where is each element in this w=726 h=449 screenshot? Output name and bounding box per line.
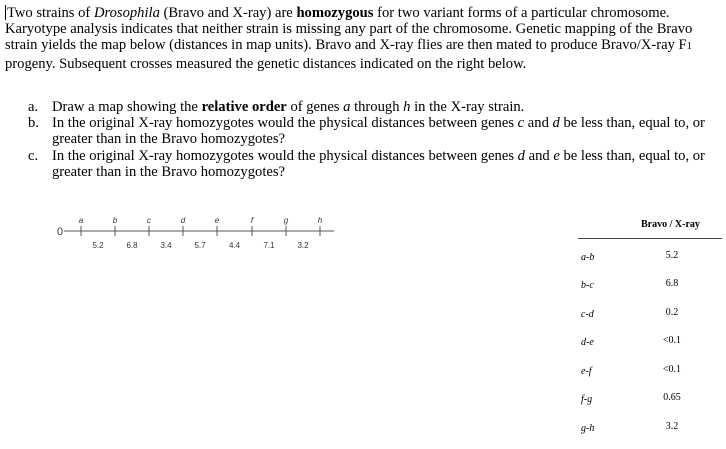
table-row-value: 0.2	[665, 307, 679, 318]
gene-label: b	[112, 216, 118, 225]
table-row-value: <0.1	[662, 335, 682, 346]
table-row-pair: d-e	[581, 337, 594, 348]
map-distance-label: 4.4	[228, 241, 241, 250]
question-c-part-1: In the original X-ray homozygotes would the physical distances between genes	[52, 147, 518, 164]
question-a-part-1: Draw a map showing the	[52, 99, 202, 115]
gene-label: c	[147, 216, 151, 225]
question-a-part-3: through	[350, 99, 404, 115]
species-name: Drosophila	[93, 5, 160, 21]
gene-label: f	[250, 216, 254, 225]
table-header-rule	[578, 238, 722, 239]
question-a-gene-1: a	[343, 99, 351, 115]
table-row-pair: f-g	[581, 394, 593, 405]
table-row-pair: a-b	[581, 252, 595, 263]
question-c-part-3: be less than, equal to, or greater than in the Bravo homozygotes?	[52, 147, 705, 180]
origin-label: 0	[56, 226, 64, 238]
question-label: b.	[28, 115, 39, 132]
table-row-pair: e-f	[581, 366, 592, 377]
intro-subscript: 1	[686, 41, 692, 53]
map-distance-label: 7.1	[263, 241, 275, 250]
question-label: a.	[28, 99, 39, 115]
intro-text-3: for two variant forms of a particular chromosome. Karyotype analysis indicates that neither strain is missing any part of the chromosome. Genetic mapping of the Bravo strain yields the map below (distances in map units). Bravo and X-ray flies are then mated to produce Bravo/X-ray F	[5, 5, 693, 54]
question-a-bold: relative order	[201, 99, 287, 115]
intro-text-4: progeny. Subsequent crosses measured the genetic distances indicated on the right below.	[5, 55, 527, 72]
map-distance-label: 5.2	[92, 241, 104, 250]
map-distance-label: 3.4	[160, 241, 172, 250]
table-row-value: 0.65	[663, 392, 681, 403]
gene-label: d	[180, 216, 186, 225]
question-b-gene-1: c	[517, 115, 525, 132]
map-distance-label: 3.2	[297, 241, 309, 250]
intro-text-1: Two strains of	[7, 5, 94, 21]
table-row-value: 6.8	[665, 278, 679, 289]
table-row-pair: c-d	[581, 309, 594, 320]
question-b-part-2: and	[524, 115, 553, 132]
question-b-part-1: In the original X-ray homozygotes would the physical distances between genes	[52, 115, 518, 132]
table-row-value: 3.2	[665, 421, 679, 432]
table-row-pair: g-h	[581, 423, 595, 434]
question-c-part-2: and	[524, 147, 554, 164]
map-distance-label: 5.7	[194, 241, 206, 250]
table-row-value: 5.2	[665, 250, 679, 261]
question-b-part-3: be less than, equal to, or greater than in the Bravo homozygotes?	[52, 115, 705, 148]
question-c-gene-2: e	[553, 147, 560, 164]
gene-label: e	[214, 216, 220, 225]
question-label: c.	[28, 147, 39, 164]
gene-label: g	[283, 216, 289, 225]
map-distance-label: 6.8	[126, 241, 138, 250]
table-row-value: <0.1	[662, 364, 682, 375]
table-header: Bravo / X-ray	[641, 219, 700, 230]
gene-label: a	[78, 216, 84, 225]
gene-label: h	[317, 216, 323, 225]
question-a-part-4: in the X-ray strain.	[410, 99, 525, 115]
question-b-gene-2: d	[552, 115, 560, 132]
table-row-pair: b-c	[581, 280, 594, 291]
intro-bold-term: homozygous	[296, 5, 374, 21]
question-a-part-2: of genes	[286, 99, 344, 115]
question-a-gene-2: h	[403, 99, 411, 115]
question-c-gene-1: d	[517, 147, 525, 164]
intro-text-2: (Bravo and X-ray) are	[159, 5, 297, 21]
